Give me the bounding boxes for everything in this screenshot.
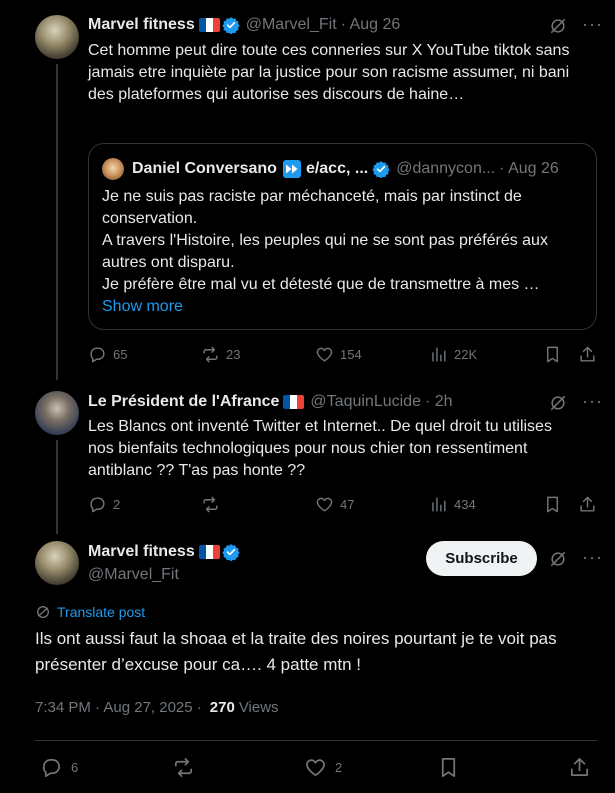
- tweet-header: [88, 393, 453, 411]
- repost-icon: [201, 495, 220, 514]
- quote-display-name: Daniel Conversano: [132, 160, 277, 177]
- avatar[interactable]: [35, 391, 79, 435]
- thread-line: [56, 440, 58, 534]
- timestamp[interactable]: · Aug 26: [340, 16, 401, 33]
- share-icon: [568, 756, 591, 779]
- repost-button[interactable]: [201, 345, 240, 364]
- repost-icon: [172, 756, 195, 779]
- bookmark-button[interactable]: [543, 495, 562, 514]
- views-count: 434: [454, 497, 476, 512]
- translate-post[interactable]: [35, 604, 145, 620]
- reply-button[interactable]: [40, 756, 78, 779]
- display-name[interactable]: Marvel fitness: [88, 16, 195, 33]
- avatar[interactable]: [35, 541, 79, 585]
- like-button[interactable]: [315, 495, 354, 514]
- bookmark-icon: [543, 345, 562, 364]
- quote-avatar: [102, 158, 124, 180]
- tweet-text: Les Blancs ont inventé Twitter et Internet.. De quel droit tu utilises nos bienfaits technologiques pour nous chier ton ressentiment antiblanc ?? T'as pas honte ??: [88, 418, 552, 479]
- handle[interactable]: @TaquinLucide: [310, 393, 421, 410]
- fast-forward-icon: [283, 160, 301, 178]
- quote-handle: @dannycon...: [396, 160, 496, 177]
- grok-icon[interactable]: [548, 16, 568, 41]
- show-more-link[interactable]: Show more: [102, 298, 183, 315]
- share-button[interactable]: [578, 345, 597, 364]
- reply-button[interactable]: [88, 495, 120, 514]
- reply-button[interactable]: [88, 345, 127, 364]
- views-icon: [429, 345, 448, 364]
- reply-count: 65: [113, 347, 128, 362]
- post-timestamp[interactable]: 7:34 PM · Aug 27, 2025 ·: [35, 699, 202, 716]
- france-flag-icon: [199, 545, 220, 559]
- tweet-meta: [35, 699, 279, 716]
- bookmark-button[interactable]: [543, 345, 562, 364]
- reply-icon: [88, 345, 107, 364]
- quote-line: A travers l'Histoire, les peuples qui ne se sont pas préférés aux autres ont disparu.: [102, 232, 548, 271]
- quote-timestamp: · Aug 26: [499, 160, 559, 177]
- views-icon: [429, 495, 448, 514]
- verified-badge-icon: [222, 16, 240, 34]
- repost-button[interactable]: [172, 756, 195, 779]
- quote-text: [102, 186, 582, 318]
- grok-icon[interactable]: [548, 393, 568, 418]
- share-button[interactable]: [568, 756, 591, 779]
- views-button[interactable]: [429, 495, 476, 514]
- reply-count: 2: [113, 497, 121, 512]
- share-button[interactable]: [578, 495, 597, 514]
- divider: [35, 740, 597, 741]
- heart-icon: [315, 345, 334, 364]
- display-name[interactable]: Marvel fitness: [88, 543, 195, 560]
- france-flag-icon: [199, 18, 220, 32]
- views-count: 22K: [454, 347, 478, 362]
- timestamp[interactable]: · 2h: [424, 393, 453, 410]
- bookmark-button[interactable]: [437, 756, 460, 779]
- repost-button[interactable]: [201, 495, 226, 514]
- heart-icon: [304, 756, 327, 779]
- heart-icon: [315, 495, 334, 514]
- bookmark-icon: [437, 756, 460, 779]
- main-tweet-text: Ils ont aussi faut la shoaa et la traite des noires pourtant je te voit pas présenter d’excuse pour ca…. 4 patte mtn !: [35, 629, 557, 674]
- display-name[interactable]: Le Président de l'Afrance: [88, 393, 280, 410]
- like-count: 47: [340, 497, 355, 512]
- more-options-icon[interactable]: ···: [582, 547, 603, 567]
- reply-count: 6: [71, 760, 79, 775]
- verified-badge-icon: [372, 160, 390, 178]
- translate-icon: [35, 604, 51, 620]
- views-button[interactable]: [429, 345, 477, 364]
- share-icon: [578, 345, 597, 364]
- views-count: 270: [209, 699, 235, 716]
- tweet-header: [88, 543, 240, 561]
- quote-line: Je ne suis pas raciste par méchanceté, mais par instinct de conservation.: [102, 188, 522, 227]
- quote-name-suffix: e/acc, ...: [305, 160, 369, 177]
- verified-badge-icon: [222, 543, 240, 561]
- france-flag-icon: [283, 395, 304, 409]
- quote-header: [102, 158, 559, 180]
- subscribe-button[interactable]: Subscribe: [426, 541, 537, 576]
- thread-line: [56, 64, 58, 380]
- grok-icon[interactable]: [548, 549, 568, 574]
- avatar[interactable]: [35, 15, 79, 59]
- repost-count: 23: [226, 347, 241, 362]
- translate-link[interactable]: Translate post: [57, 604, 146, 620]
- views-label: Views: [238, 699, 279, 716]
- reply-icon: [88, 495, 107, 514]
- handle[interactable]: @Marvel_Fit: [245, 16, 337, 33]
- share-icon: [578, 495, 597, 514]
- reply-icon: [40, 756, 63, 779]
- tweet-header: [88, 16, 400, 34]
- repost-icon: [201, 345, 220, 364]
- like-button[interactable]: [304, 756, 342, 779]
- tweet-text: Cet homme peut dire toute ces conneries sur X YouTube tiktok sans jamais etre inquiète par la justice pour son racisme assumer, ni bani des plateformes qui autorise ses discours de haine…: [88, 42, 570, 103]
- more-options-icon[interactable]: ···: [582, 14, 603, 34]
- like-button[interactable]: [315, 345, 362, 364]
- like-count: 154: [340, 347, 362, 362]
- like-count: 2: [335, 760, 343, 775]
- handle[interactable]: @Marvel_Fit: [88, 566, 179, 583]
- quote-line: Je préfère être mal vu et détesté que de transmettre à mes …: [102, 276, 540, 293]
- more-options-icon[interactable]: ···: [582, 391, 603, 411]
- quote-card[interactable]: [88, 143, 597, 330]
- bookmark-icon: [543, 495, 562, 514]
